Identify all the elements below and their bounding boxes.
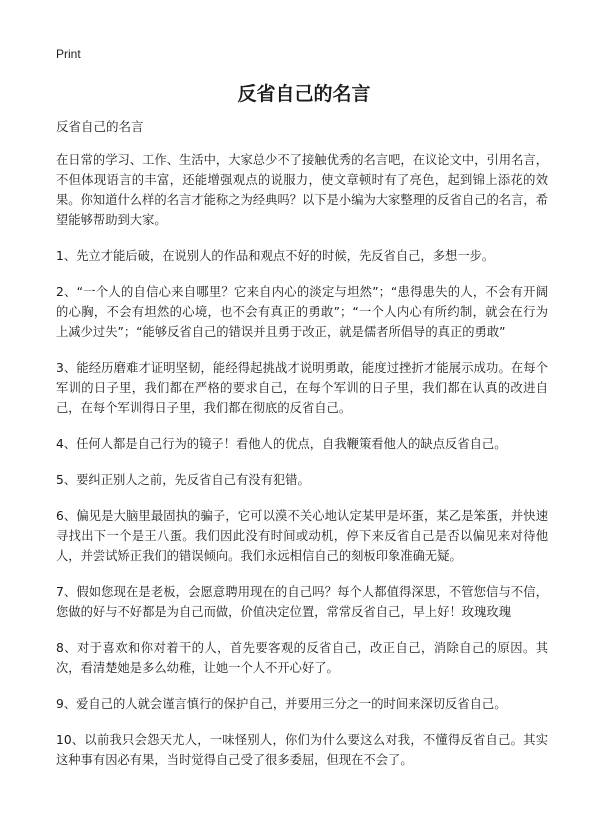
page-title: 反省自己的名言 — [237, 83, 371, 105]
quote-item-4: 4、任何人都是自己行为的镜子！看他人的优点，自我鞭策看他人的缺点反省自己。 — [56, 437, 507, 451]
quote-item-5: 5、要纠正别人之前，先反省自己有没有犯错。 — [56, 473, 310, 487]
intro-paragraph: 在日常的学习、工作、生活中，大家总少不了接触优秀的名言吧，在议论文中，引用名言，不但体现语言的丰富，还能增强观点的说服力，使文章顿时有了亮色，起到锦上添花的效果。你知道什么样的名言才能称之为经典吗？以下是小编为大家整理的反省自己的名言，希望能够帮助到大家。 — [56, 153, 548, 227]
article-subtitle: 反省自己的名言 — [56, 119, 144, 134]
quote-item-8: 8、对于喜欢和你对着干的人，首先要客观的反省自己，改正自己，消除自己的原因。其次，看清楚她是多么幼稚，让她一个人不开心好了。 — [56, 641, 548, 675]
quote-item-1: 1、先立才能后破，在说别人的作品和观点不好的时候，先反省自己，多想一步。 — [56, 249, 495, 263]
quote-item-6: 6、偏见是大脑里最固执的骗子，它可以漠不关心地认定某甲是坏蛋，某乙是笨蛋，并快速寻找出下一个是王八蛋。我们因此没有时间或动机，停下来反省自己是否以偏见来对待他人，并尝试矫正我们的错误倾向。我们永远相信自己的刻板印象准确无疑。 — [56, 509, 548, 563]
quote-item-7: 7、假如您现在是老板，会愿意聘用现在的自己吗？每个人都值得深思，不管您信与不信，您做的好与不好都是为自己而做，价值决定位置，常常反省自己，早上好！玫瑰玫瑰 — [56, 585, 548, 619]
article-body — [56, 150, 548, 786]
quote-item-2: 2、“一个人的自信心来自哪里？它来自内心的淡定与坦然”；“患得患失的人，不会有开阔的心胸，不会有坦然的心境，也不会有真正的勇敢”；“一个人内心有所约制，就会在行为上减少过失”；“能够反省自己的错误并且勇于改正，就是儒者所倡导的真正的勇敢” — [56, 285, 548, 339]
quote-item-9: 9、爱自己的人就会谨言慎行的保护自己，并要用三分之一的时间来深切反省自己。 — [56, 697, 507, 711]
print-link[interactable]: Print — [56, 47, 81, 61]
quote-item-10: 10、以前我只会怨天尤人，一味怪别人，你们为什么要这么对我，不懂得反省自己。其实这种事有因必有果，当时觉得自己受了很多委屈，但现在不会了。 — [56, 733, 548, 767]
quote-item-3: 3、能经历磨难才证明坚韧，能经得起挑战才说明勇敢，能度过挫折才能展示成功。在每个军训的日子里，我们都在严格的要求自己，在每个军训的日子里，我们都在认真的改进自己，在每个军训得日子里，我们都在彻底的反省自己。 — [56, 361, 548, 415]
